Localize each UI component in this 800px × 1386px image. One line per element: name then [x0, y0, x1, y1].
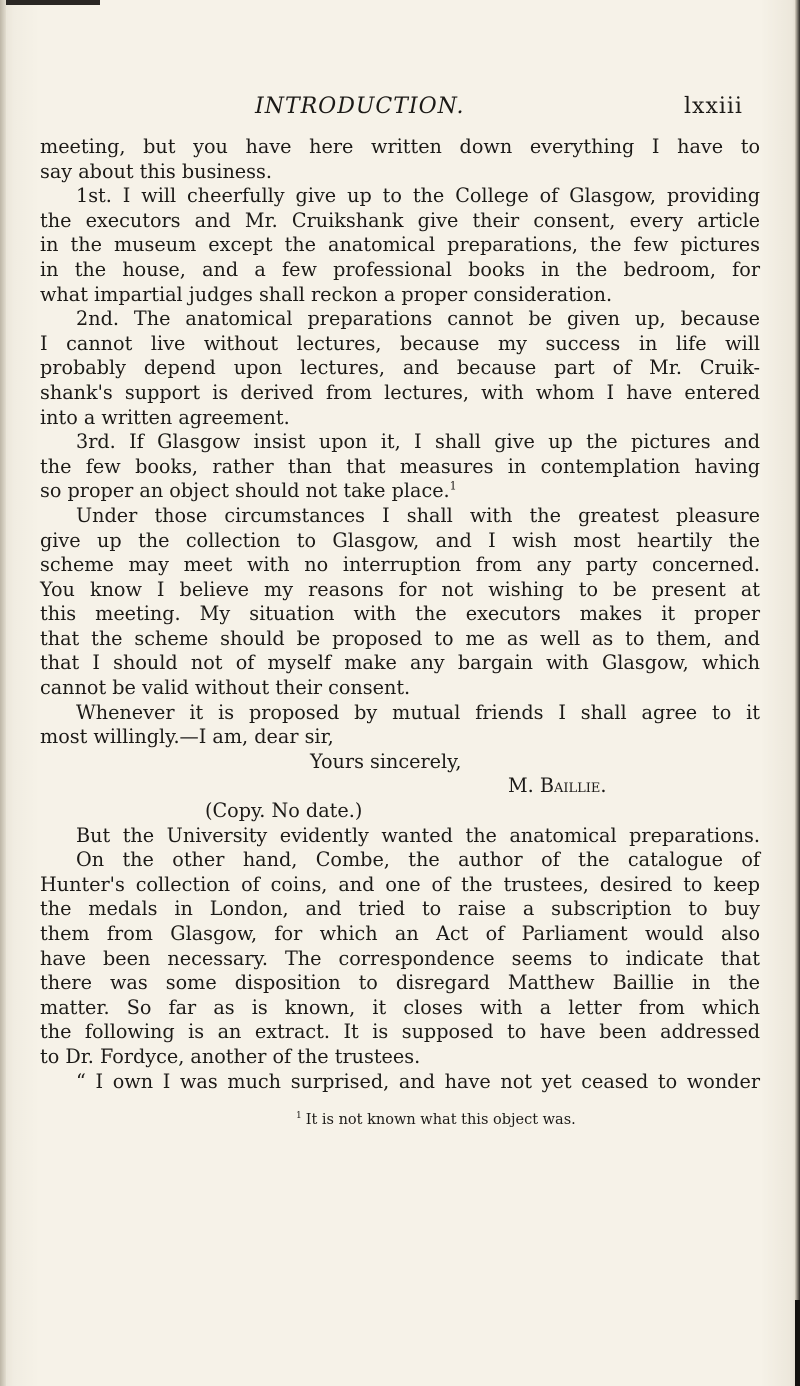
text-line: [40, 430, 760, 455]
footnote-mark: 1: [296, 1111, 302, 1122]
page-number: lxxiii: [684, 94, 743, 119]
text-line-content: But the University evidently wanted the anatomical preparations.: [76, 823, 760, 847]
text-line: [40, 332, 760, 357]
text-line-content: matter. So far as is known, it closes with a letter from which: [40, 995, 760, 1019]
text-line-content: On the other hand, Combe, the author of the catalogue of: [76, 848, 760, 872]
text-line-content: so proper an object should not take place.: [40, 479, 450, 503]
text-line: [40, 701, 760, 726]
text-line-content: meeting, but you have here written down everything I have to: [40, 135, 760, 158]
text-line: [40, 258, 760, 283]
text-line: [40, 283, 760, 308]
text-line-content: M. Baillie.: [508, 774, 607, 798]
text-line-content: I cannot live without lectures, because my success in life will: [40, 331, 760, 355]
text-line: [40, 824, 760, 849]
text-line-content: have been necessary. The correspondence seems to indicate that: [40, 946, 760, 970]
text-line: [40, 848, 760, 873]
text-line: [40, 578, 760, 603]
text-line: [40, 307, 760, 332]
text-line-content: the following is an extract. It is supposed to have been addressed: [40, 1020, 760, 1044]
text-line-content: 2nd. The anatomical preparations cannot be given up, because: [76, 307, 760, 331]
text-line-content: them from Glasgow, for which an Act of Parliament would also: [40, 922, 760, 945]
text-line: [40, 455, 760, 480]
text-line: [40, 356, 760, 381]
text-line-content: the executors and Mr. Cruikshank give their consent, every article: [40, 208, 760, 232]
text-line: [40, 922, 760, 947]
running-head: [0, 94, 800, 124]
body-text: [40, 135, 760, 1094]
text-line: [40, 406, 760, 431]
text-line: [40, 676, 760, 701]
text-line-content: cannot be valid without their consent.: [40, 676, 411, 700]
text-line: [40, 750, 760, 775]
text-line-content: Hunter's collection of coins, and one of the trustees, desired to keep: [40, 872, 760, 896]
text-line: [40, 135, 760, 160]
text-line-content: this meeting. My situation with the executors makes it proper: [40, 602, 760, 626]
text-line-content: most willingly.—I am, dear sir,: [40, 725, 334, 749]
text-line-content: the medals in London, and tried to raise a subscription to buy: [40, 897, 760, 921]
text-line: [40, 971, 760, 996]
footnote-reference: 1: [449, 479, 457, 493]
text-line-content: give up the collection to Glasgow, and I wish most heartily the: [40, 528, 760, 552]
page-right-edge: [795, 0, 800, 1386]
footnote: [296, 1111, 576, 1129]
text-line-content: in the house, and a few professional books in the bedroom, for: [40, 257, 760, 281]
text-line-content: shank's support is derived from lectures, with whom I have entered: [40, 380, 760, 404]
text-line-content: into a written agreement.: [40, 405, 290, 429]
text-line-content: “ I own I was much surprised, and have not yet ceased to wonder: [76, 1069, 760, 1093]
text-line: [40, 873, 760, 898]
text-line-content: Whenever it is proposed by mutual friends I shall agree to it: [76, 700, 760, 724]
text-line-content: that the scheme should be proposed to me as well as to them, and: [40, 626, 760, 650]
text-line: [40, 529, 760, 554]
text-line: [40, 233, 760, 258]
text-line-content: 3rd. If Glasgow insist upon it, I shall give up the pictures and: [76, 430, 760, 454]
text-line-content: You know I believe my reasons for not wishing to be present at: [40, 577, 760, 601]
text-line: [40, 602, 760, 627]
running-head-title: INTRODUCTION.: [255, 94, 465, 119]
text-line: [40, 651, 760, 676]
footnote-text: It is not known what this object was.: [305, 1112, 576, 1128]
text-line: [40, 799, 760, 824]
text-line: [40, 184, 760, 209]
text-line: [40, 996, 760, 1021]
page-right-edge-dark: [795, 1300, 800, 1386]
text-line: [40, 1020, 760, 1045]
text-line: [40, 479, 760, 504]
text-line: [40, 209, 760, 234]
text-line-content: say about this business.: [40, 159, 272, 183]
text-line-content: to Dr. Fordyce, another of the trustees.: [40, 1044, 421, 1068]
text-line: [40, 947, 760, 972]
text-line: [40, 1070, 760, 1095]
text-line: [40, 627, 760, 652]
text-line: [40, 553, 760, 578]
text-line-content: the few books, rather than that measures in contemplation having: [40, 454, 760, 478]
text-line: [40, 897, 760, 922]
text-line: [40, 381, 760, 406]
text-line-content: Under those circumstances I shall with the greatest pleasure: [76, 503, 760, 527]
text-line-content: Yours sincerely,: [310, 749, 462, 773]
text-line-content: (Copy. No date.): [205, 799, 363, 823]
text-line-content: probably depend upon lectures, and because part of Mr. Cruik-: [40, 356, 760, 380]
text-line-content: that I should not of myself make any bargain with Glasgow, which: [40, 651, 760, 675]
page-gutter-shadow: [0, 0, 6, 1386]
text-line-content: what impartial judges shall reckon a proper consideration.: [40, 282, 613, 306]
text-line-content: in the museum except the anatomical preparations, the few pictures: [40, 233, 760, 257]
text-line-content: 1st. I will cheerfully give up to the College of Glasgow, providing: [76, 184, 760, 208]
text-line: [40, 774, 760, 799]
text-line: [40, 725, 760, 750]
text-line: [40, 1045, 760, 1070]
text-line: [40, 504, 760, 529]
text-line-content: there was some disposition to disregard Matthew Baillie in the: [40, 971, 760, 995]
text-line: [40, 160, 760, 185]
text-line-content: scheme may meet with no interruption from any party concerned.: [40, 553, 760, 577]
top-edge-rule: [0, 0, 100, 5]
